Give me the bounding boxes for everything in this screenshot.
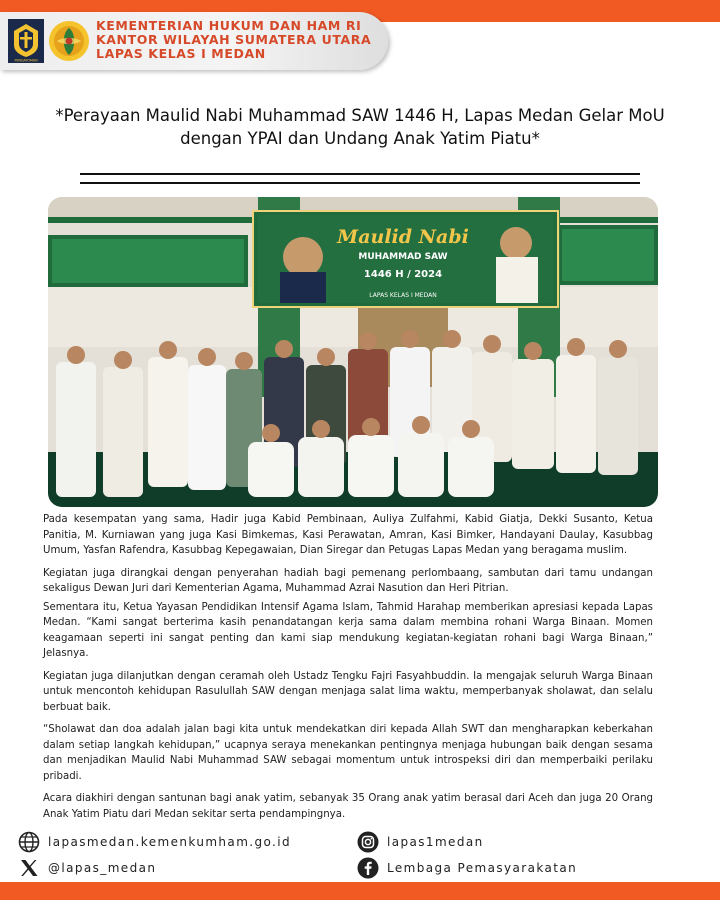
event-photo-illustration: [48, 197, 658, 507]
header-text-block: [96, 19, 386, 61]
article-title-line-2: dengan YPAI dan Undang Anak Yatim Piatu*: [180, 129, 540, 148]
article-title: [40, 104, 680, 150]
footer-x-account[interactable]: [18, 857, 156, 879]
x-handle[interactable]: @lapas_medan: [48, 861, 157, 875]
banner-footer: LAPAS KELAS I MEDAN: [369, 292, 437, 299]
paragraph-ypai-appreciation: Sementara itu, Ketua Yayasan Pendidikan Intensif Agama Islam, Tahmid Harahap memberikan apresiasi kepada Lapas Medan. “Kami sangat berterima kasih penandatangan kerja sama dalam membina rohani Warga Binaan. Momen keagamaan seperti ini sangat penting dan kami siap mendukung kegiatan-kegiatan rohani bagi Warga Binaan,” Jelasnya.: [43, 601, 653, 659]
ministry-name: KEMENTERIAN HUKUM DAN HAM RI: [96, 18, 362, 33]
paragraph-lecture: Kegiatan juga dilanjutkan dengan ceramah oleh Ustadz Tengku Fajri Fasyahbuddin. Ia mengajak seluruh Warga Binaan untuk mencontoh kehidupan Rasulullah SAW dengan menjaga salat lima waktu, memperbanyak sholawat, dan selalu berbuat baik.: [43, 670, 653, 713]
globe-icon: [18, 831, 40, 853]
pengayoman-logo-icon: [8, 19, 44, 63]
paragraph-attendees: Pada kesempatan yang sama, Hadir juga Kabid Pembinaan, Auliya Zulfahmi, Kabid Giatja, Dekki Susanto, Ketua Panitia, M. Kurniawan yang juga Kasi Bimkemas, Kasi Perawatan, Amran, Kasi Bimker, Handayani Daulay, Kasubbag Umum, Yasfan Rafendra, Kasubbag Kepegawaian, Dian Siregar dan Petugas Lapas Medan yang beragama muslim.: [43, 514, 653, 556]
bottom-accent-bar: [0, 882, 720, 900]
footer-website[interactable]: [18, 831, 291, 853]
pemasyarakatan-emblem-icon: [48, 19, 90, 63]
x-logo-icon: [18, 857, 40, 879]
title-divider-bottom: [80, 182, 640, 184]
title-divider-top: [80, 173, 640, 175]
regional-office-name: KANTOR WILAYAH SUMATERA UTARA: [96, 32, 372, 47]
instagram-handle[interactable]: lapas1medan: [387, 835, 484, 849]
footer-facebook[interactable]: [357, 857, 577, 879]
banner-subtitle: MUHAMMAD SAW: [358, 252, 448, 262]
paragraph-quote: “Sholawat dan doa adalah jalan bagi kita untuk mendekatkan diri kepada Allah SWT dan mengharapkan keberkahan dalam setiap langkah kehidupan,” ucapnya seraya menekankan pentingnya menjaga hubungan baik dengan sesama dan menjadikan Maulid Nabi Muhammad SAW sebagai momentum untuk introspeksi diri dan memperbaiki perilaku pribadi.: [43, 724, 653, 782]
prison-name: LAPAS KELAS I MEDAN: [96, 46, 266, 61]
paragraph-closing: Acara diakhiri dengan santunan bagi anak yatim, sebanyak 35 Orang anak yatim berasal dari Aceh dan juga 20 Orang Anak Yatim Piatu dari Medan sekitar serta pendampingnya.: [43, 793, 653, 820]
article-body: [43, 512, 653, 825]
article-title-line-1: *Perayaan Maulid Nabi Muhammad SAW 1446 H, Lapas Medan Gelar MoU: [55, 106, 665, 125]
website-url[interactable]: lapasmedan.kemenkumham.go.id: [48, 835, 292, 849]
logo-caption: PENGAYOMAN: [14, 58, 38, 63]
footer-instagram[interactable]: [357, 831, 484, 853]
facebook-icon: [357, 857, 379, 879]
banner-year: 1446 H / 2024: [363, 269, 443, 280]
banner-title: Maulid Nabi: [337, 226, 469, 248]
facebook-page[interactable]: Lembaga Pemasyarakatan: [387, 861, 578, 875]
instagram-icon: [357, 831, 379, 853]
paragraph-prizes: Kegiatan juga dirangkai dengan penyerahan hadiah bagi pemenang perlombaang, sambutan dari tamu undangan sekaligus Dewan Juri dari Kementerian Agama, Muhammad Azrai Nasution dan Heri Pitrian.: [43, 567, 653, 594]
event-group-photo: [48, 197, 658, 507]
